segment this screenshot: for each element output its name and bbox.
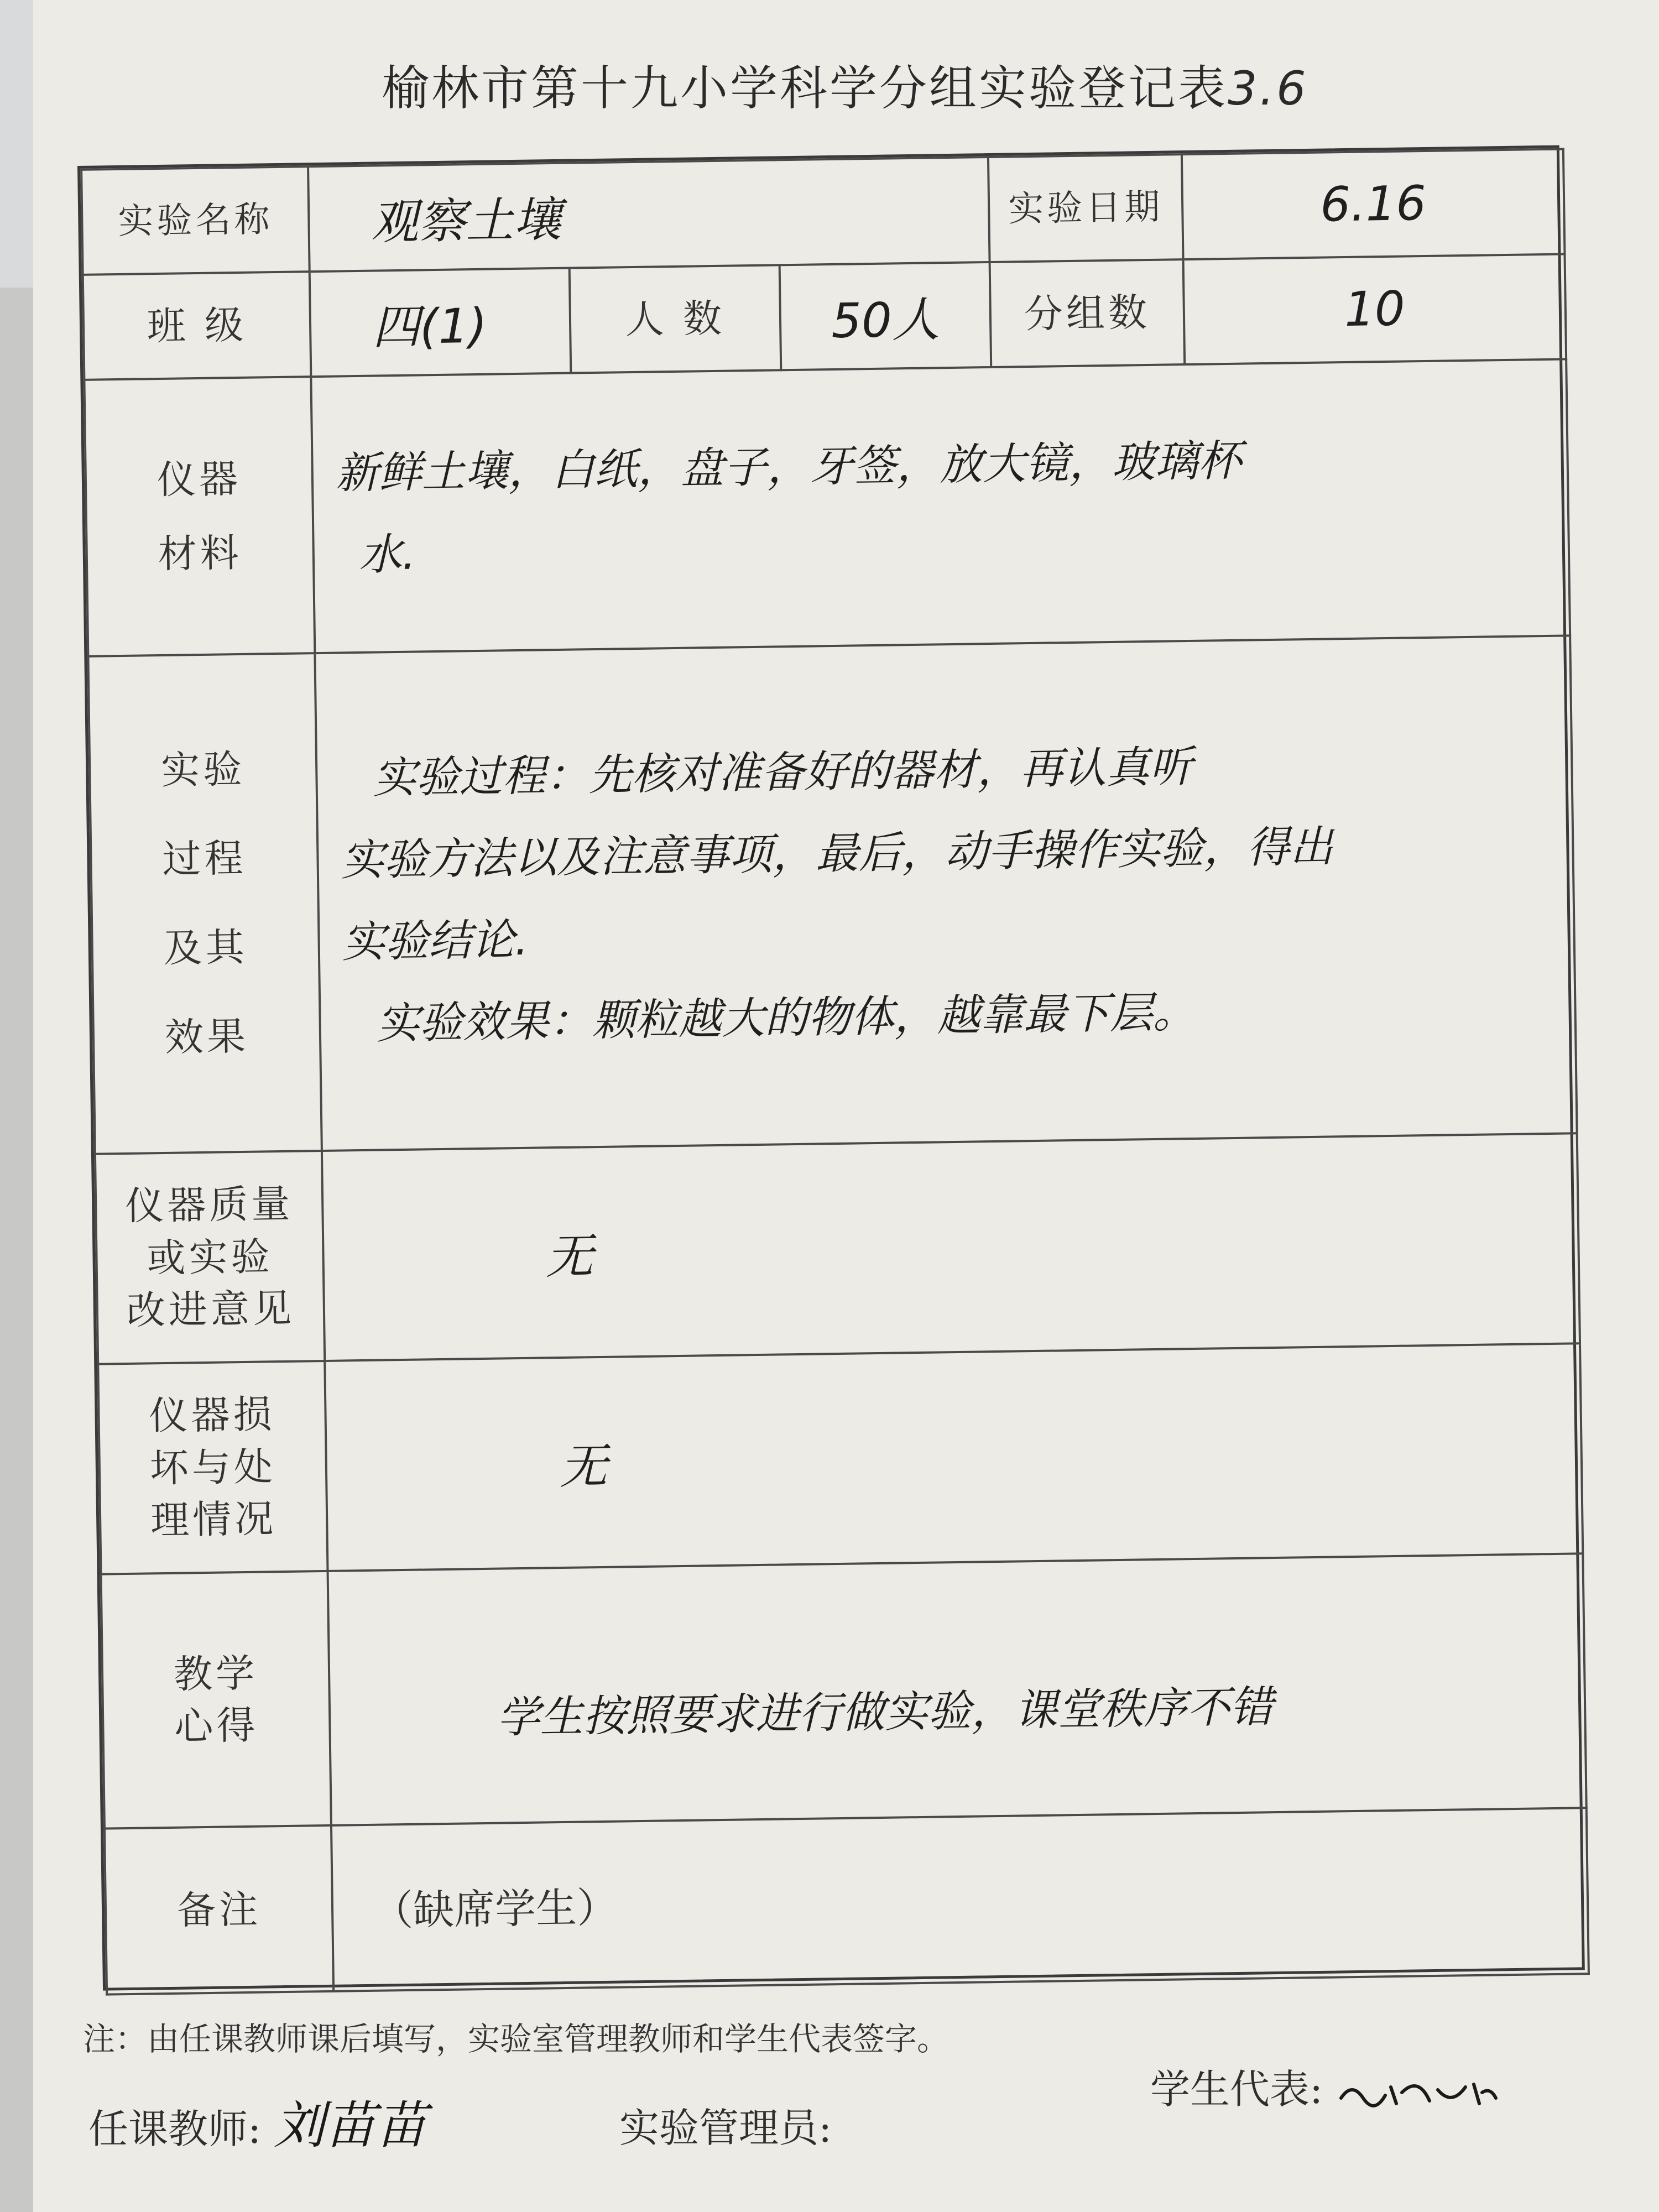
experiment-date-label: 实验日期: [988, 154, 1183, 262]
materials-value: [311, 359, 1570, 653]
student-rep-handwritten-signature: [1335, 2070, 1501, 2115]
materials-line1: 新鲜土壤，白纸，盘子，牙签，放大镜，玻璃杯: [335, 436, 1242, 499]
people-label: 人 数: [570, 265, 781, 373]
process-label-line2: 过程: [161, 835, 247, 882]
reflection-value: 学生按照要求进行做实验，课堂秩序不错: [328, 1553, 1587, 1825]
row-experiment-name: [81, 149, 1564, 274]
groups-label: 分组数: [990, 259, 1185, 367]
materials-label-line1: 仪器: [156, 456, 242, 503]
damage-label-line2: 坏与处: [149, 1443, 276, 1491]
remarks-label: 备注: [105, 1825, 333, 1995]
process-line2: 实验方法以及注意事项，最后，动手操作实验，得出: [340, 822, 1334, 886]
student-rep-label: 学生代表:: [1150, 2066, 1323, 2112]
process-label-line4: 效果: [164, 1013, 249, 1060]
damage-label-line3: 理情况: [150, 1496, 277, 1543]
damage-label-line1: 仪器损: [149, 1391, 276, 1439]
title-handwritten-number: 3.6: [1228, 61, 1308, 116]
damage-value: 无: [325, 1343, 1583, 1571]
groups-value: 10: [1183, 254, 1567, 364]
materials-label: [84, 377, 315, 656]
row-quality: [95, 1133, 1580, 1364]
teacher-signature: [88, 2085, 426, 2158]
reflection-label-line2: 心得: [174, 1702, 259, 1749]
people-value: 50人: [780, 262, 992, 370]
row-process: [88, 635, 1577, 1154]
row-class-info: [83, 254, 1566, 379]
process-label: [88, 653, 322, 1154]
title-printed: 榆林市第十九小学科学分组实验登记表: [382, 61, 1228, 116]
experiment-date-value: 6.16: [1182, 149, 1565, 259]
damage-label: [98, 1361, 327, 1574]
admin-signature: [619, 2096, 832, 2153]
row-reflection: [101, 1553, 1587, 1828]
process-label-line1: 实验: [160, 746, 246, 793]
class-value: 四(1): [310, 268, 571, 377]
reflection-label-line1: 教学: [173, 1650, 258, 1697]
quality-value: 无: [322, 1133, 1580, 1361]
materials-label-line2: 材料: [158, 530, 243, 577]
process-label-line3: 及其: [163, 924, 248, 971]
teacher-name: 刘苗苗: [274, 2096, 427, 2155]
row-damage: [98, 1343, 1583, 1574]
form-footnote: 注：由任课教师课后填写，实验室管理教师和学生代表签字。: [83, 2020, 950, 2058]
document-title: [382, 50, 1308, 118]
class-label: 班 级: [83, 272, 311, 380]
teacher-label: 任课教师:: [88, 2106, 262, 2152]
reflection-label: [101, 1571, 331, 1829]
experiment-name-value: 观察土壤: [308, 157, 990, 272]
remarks-value: （缺席学生）: [331, 1808, 1589, 1991]
materials-line2: 水.: [358, 529, 416, 580]
form-table: [80, 148, 1590, 1995]
signature-row: [88, 2066, 1582, 2162]
process-line1: 实验过程：先核对准备好的器材，再认真听: [372, 742, 1193, 804]
experiment-name-label: 实验名称: [81, 166, 310, 275]
quality-label-line3: 改进意见: [126, 1285, 295, 1334]
row-materials: [84, 359, 1570, 656]
process-value: [315, 635, 1577, 1151]
quality-label-line1: 仪器质量: [124, 1181, 294, 1229]
row-remarks: [105, 1808, 1589, 1994]
quality-label-line2: 或实验: [147, 1234, 274, 1281]
quality-label: [95, 1151, 325, 1364]
process-line3: 实验结论.: [342, 915, 529, 968]
registration-form: [77, 145, 1585, 1991]
admin-label: 实验管理员:: [619, 2105, 832, 2151]
process-line4: 实验效果：颗粒越大的物体，越靠最下层。: [376, 988, 1197, 1049]
student-rep-signature: [1150, 2057, 1501, 2115]
